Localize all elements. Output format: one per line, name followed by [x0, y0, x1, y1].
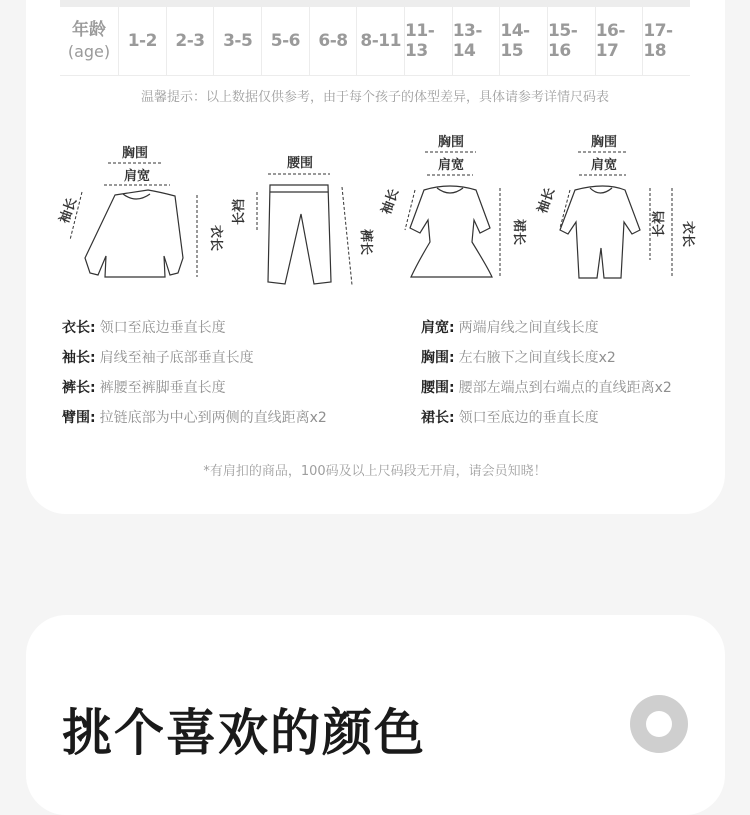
definition-item: [421, 348, 702, 368]
definition-desc: 裤腰至裤脚垂直长度: [99, 380, 226, 396]
definition-desc: 肩线至袖子底部垂直长度: [99, 350, 254, 366]
definition-item: [62, 408, 421, 428]
definition-term: 臂围:: [62, 410, 96, 426]
label-shoulder: 肩宽: [123, 169, 151, 184]
age-cell: 1-2: [119, 7, 167, 75]
age-cell: 6-8: [310, 7, 358, 75]
label-length: 衣长: [208, 224, 223, 252]
definition-term: 胸围:: [421, 350, 455, 366]
age-cell: 16-17: [596, 7, 644, 75]
age-cell: 3-5: [214, 7, 262, 75]
age-cell: 14-15: [500, 7, 548, 75]
definition-item: [62, 348, 421, 368]
circle-inner: [646, 711, 672, 737]
age-row: [60, 7, 690, 76]
label-sleeve: 袖长: [57, 196, 81, 226]
label-chest-romper: 胸围: [590, 135, 618, 150]
age-cell: 13-14: [453, 7, 501, 75]
label-waist: 腰围: [286, 156, 314, 171]
definition-item: [62, 378, 421, 398]
age-header: [60, 7, 119, 75]
label-length-romper: 衣长: [680, 220, 695, 248]
shoulder-button-note: *有肩扣的商品，100码及以上尺码段无开肩，请会员知晓！: [203, 464, 547, 479]
definition-term: 腰围:: [421, 380, 455, 396]
measurement-diagrams: [0, 130, 750, 300]
measurement-definitions: [62, 318, 702, 428]
definition-desc: 腰部左端点到右端点的直线距离x2: [458, 380, 672, 396]
definition-desc: 领口至底边的垂直长度: [458, 410, 599, 426]
label-chest-dress: 胸围: [437, 135, 465, 150]
label-shoulder-dress: 肩宽: [437, 158, 465, 173]
definition-item: [421, 408, 702, 428]
age-cell: 17-18: [643, 21, 673, 61]
table-header-bar: [60, 0, 690, 7]
label-skirt: 裙长: [511, 218, 526, 246]
age-cell: 15-16: [548, 7, 596, 75]
definition-item: [62, 318, 421, 338]
definition-term: 裤长:: [62, 380, 96, 396]
age-header-zh: 年龄: [72, 20, 106, 40]
definition-desc: 拉链底部为中心到两侧的直线距离x2: [99, 410, 327, 426]
definition-item: [421, 318, 702, 338]
age-header-en: (age): [67, 42, 111, 61]
definition-term: 袖长:: [62, 350, 96, 366]
age-cell: 5-6: [262, 7, 310, 75]
label-sleeve-romper: 袖长: [535, 186, 559, 216]
label-chest: 胸围: [121, 146, 149, 161]
definition-desc: 左右腋下之间直线长度x2: [458, 350, 616, 366]
age-cell: 8-11: [357, 7, 405, 75]
definition-desc: 领口至底边垂直长度: [99, 320, 226, 336]
label-crotch: 长裆: [232, 198, 247, 226]
age-cell: 2-3: [167, 7, 215, 75]
definition-item: [421, 378, 702, 398]
circle-icon: [630, 695, 688, 753]
section-title: 挑个喜欢的颜色: [62, 704, 426, 762]
definition-desc: 两端肩线之间直线长度: [458, 320, 599, 336]
age-cell: 11-13: [405, 7, 453, 75]
definition-term: 裙长:: [421, 410, 455, 426]
label-pants: 裤长: [358, 228, 373, 256]
label-shoulder-romper: 肩宽: [590, 158, 618, 173]
size-tip: 温馨提示：以上数据仅供参考，由于每个孩子的体型差异，具体请参考详情尺码表: [140, 90, 609, 105]
label-sleeve-dress: 袖长: [379, 187, 403, 217]
definition-term: 肩宽:: [421, 320, 455, 336]
label-crotch-romper: 长裆: [652, 210, 667, 238]
definition-term: 衣长:: [62, 320, 96, 336]
